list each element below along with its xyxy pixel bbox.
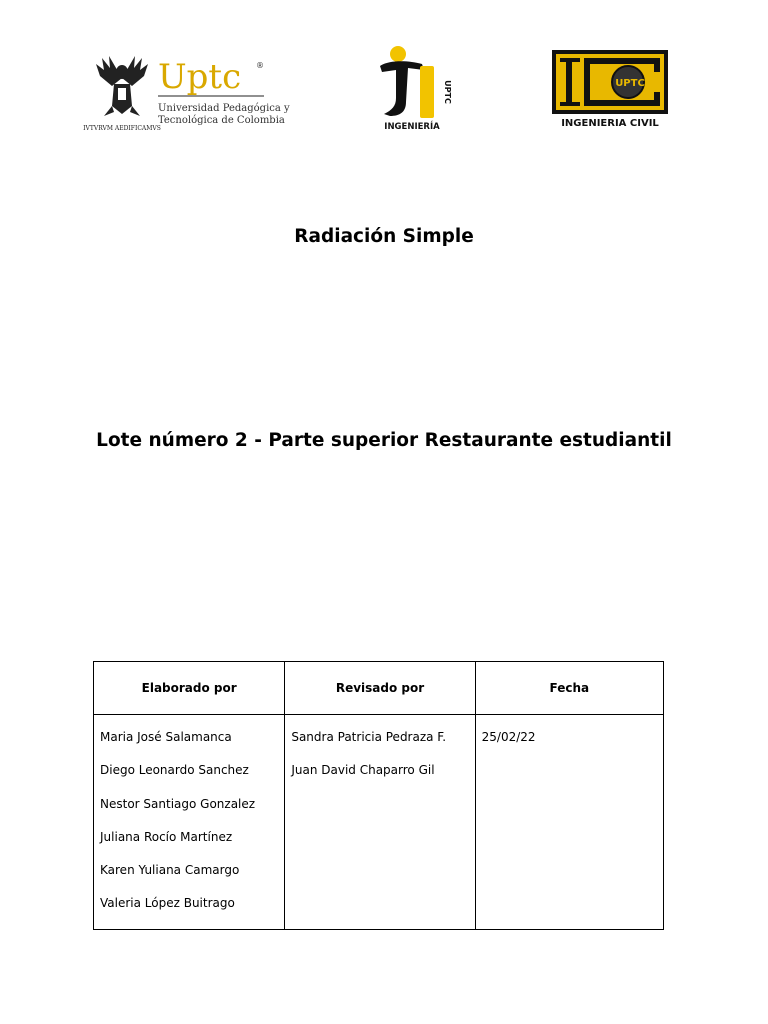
eagle-crest-icon bbox=[83, 50, 290, 135]
document-subtitle: Lote número 2 - Parte superior Restaurante estudiantil bbox=[96, 430, 672, 451]
reviewer-name: Sandra Patricia Pedraza F. bbox=[291, 730, 447, 744]
elaborado-por-cell bbox=[94, 715, 285, 930]
author-name: Diego Leonardo Sanchez bbox=[100, 763, 249, 778]
uptc-line2: Tecnológica de Colombia bbox=[158, 115, 285, 126]
author-name: Juliana Rocío Martínez bbox=[100, 829, 233, 844]
hardhat-figure-icon bbox=[374, 42, 450, 132]
table-header-row bbox=[94, 662, 664, 715]
reviewer-name: Juan David Chaparro Gil bbox=[291, 763, 435, 778]
civil-badge-text: UPTC bbox=[615, 78, 645, 89]
header-revisado-por: Revisado por bbox=[285, 662, 475, 715]
revisado-por-cell bbox=[285, 715, 475, 930]
author-name: Valeria López Buitrago bbox=[100, 896, 235, 911]
ingenieria-civil-logo bbox=[550, 48, 670, 130]
registered-mark: ® bbox=[256, 61, 264, 70]
author-name: Karen Yuliana Camargo bbox=[100, 863, 240, 878]
date-value: 25/02/22 bbox=[481, 730, 536, 744]
civil-caption: INGENIERIA CIVIL bbox=[561, 118, 659, 129]
author-name: Nestor Santiago Gonzalez bbox=[100, 796, 256, 811]
table-row bbox=[94, 715, 664, 930]
fecha-cell bbox=[475, 715, 663, 930]
signature-table bbox=[93, 661, 664, 930]
header-elaborado-por: Elaborado por bbox=[94, 662, 285, 715]
civil-badge-icon bbox=[550, 48, 670, 130]
uptc-motto: IVTVRVM AEDIFICAMVS bbox=[83, 125, 161, 132]
uptc-line1: Universidad Pedagógica y bbox=[158, 103, 290, 114]
document-title: Radiación Simple bbox=[294, 226, 474, 247]
header-fecha: Fecha bbox=[475, 662, 663, 715]
author-name: Maria José Salamanca bbox=[100, 730, 232, 744]
uptc-wordmark: Uptc bbox=[158, 57, 242, 97]
ingenieria-logo bbox=[374, 42, 450, 132]
uptc-university-logo bbox=[83, 50, 290, 135]
ing-vertical-text: UPTC bbox=[443, 80, 452, 104]
ing-caption: INGENIERÍA bbox=[384, 122, 440, 132]
